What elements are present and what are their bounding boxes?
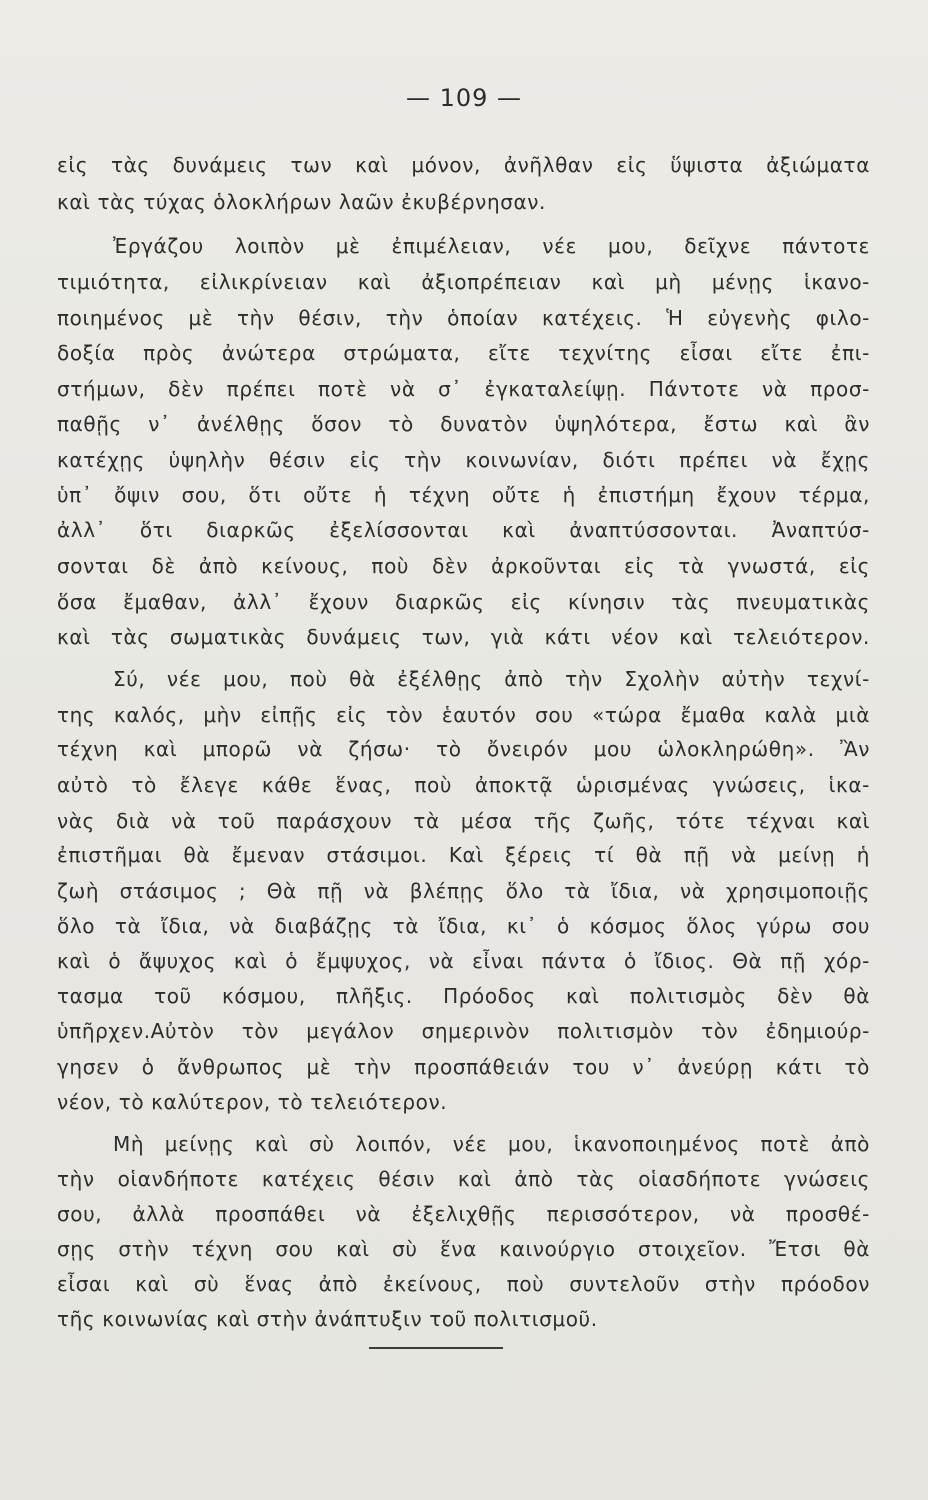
text-line: νέον, τὸ καλύτερον, τὸ τελειότερον. — [57, 1090, 448, 1114]
text-line: ὑπῆρχεν.Αὐτὸν τὸν μεγάλον σημερινὸν πολιτισμὸν τὸν ἐδημιούρ- — [57, 1019, 870, 1043]
text-line: αὐτὸ τὸ ἔλεγε κάθε ἕνας, ποὺ ἀποκτᾷ ὡρισμένας γνώσεις, ἱκα- — [57, 773, 870, 797]
text-line: τιμιότητα, εἰλικρίνειαν καὶ ἀξιοπρέπειαν καὶ μὴ μένῃς ἱκανο- — [57, 270, 870, 294]
text-line: Ἐργάζου λοιπὸν μὲ ἐπιμέλειαν, νέε μου, δεῖχνε πάντοτε — [113, 234, 870, 258]
text-line: στήμων, δὲν πρέπει ποτὲ νὰ σ᾽ ἐγκαταλείψῃ. Πάντοτε νὰ προσ- — [57, 377, 870, 401]
text-line: ὑπ᾽ ὄψιν σου, ὅτι οὔτε ἡ τέχνη οὔτε ἡ ἐπιστήμη ἔχουν τέρμα, — [57, 483, 870, 507]
text-line: ὅλο τὰ ἴδια, νὰ διαβάζῃς τὰ ἴδια, κι᾽ ὁ κόσμος ὅλος γύρω σου — [57, 914, 870, 938]
text-line: τέχνη καὶ μπορῶ νὰ ζήσω· τὸ ὄνειρόν μου ὡλοκληρώθη». Ἂν — [57, 737, 870, 761]
text-line: ποιημένος μὲ τὴν θέσιν, τὴν ὁποίαν κατέχεις. Ἡ εὐγενὴς φιλο- — [57, 306, 870, 330]
text-line: ζωὴ στάσιμος ; Θὰ πῇ νὰ βλέπῃς ὅλο τὰ ἴδια, νὰ χρησιμοποιῇς — [57, 879, 870, 903]
text-line: καὶ τὰς σωματικὰς δυνάμεις των, γιὰ κάτι νέον καὶ τελειότερον. — [57, 625, 870, 649]
text-line: γησεν ὁ ἄνθρωπος μὲ τὴν προσπάθειάν του ν᾽ ἀνεύρῃ κάτι τὸ — [57, 1055, 870, 1079]
text-line: καὶ τὰς τύχας ὁλοκλήρων λαῶν ἐκυβέρνησαν. — [57, 190, 547, 214]
text-line: νὰς διὰ νὰ τοῦ παράσχουν τὰ μέσα τῆς ζωῆς, τότε τέχναι καὶ — [57, 809, 870, 833]
text-line: δοξία πρὸς ἀνώτερα στρώματα, εἴτε τεχνίτης εἶσαι εἴτε ἐπι- — [57, 341, 870, 365]
text-line: κατέχῃς ὑψηλὴν θέσιν εἰς τὴν κοινωνίαν, διότι πρέπει νὰ ἔχῃς — [57, 448, 870, 472]
text-line: Σύ, νέε μου, ποὺ θὰ ἐξέλθῃς ἀπὸ τὴν Σχολὴν αὐτὴν τεχνί- — [113, 667, 870, 691]
text-line: εἶσαι καὶ σὺ ἕνας ἀπὸ ἐκείνους, ποὺ συντελοῦν στὴν πρόοδον — [57, 1272, 870, 1296]
text-line: της καλός, μὴν εἰπῇς εἰς τὸν ἑαυτόν σου «τώρα ἔμαθα καλὰ μιὰ — [57, 703, 870, 727]
text-line: παθῇς ν᾽ ἀνέλθῃς ὅσον τὸ δυνατὸν ὑψηλότερα, ἔστω καὶ ἂν — [57, 412, 870, 436]
section-divider — [369, 1347, 503, 1349]
text-line: σῃς στὴν τέχνη σου καὶ σὺ ἕνα καινούργιο στοιχεῖον. Ἔτσι θὰ — [57, 1237, 870, 1261]
text-line: καὶ ὁ ἄψυχος καὶ ὁ ἔμψυχος, νὰ εἶναι πάντα ὁ ἴδιος. Θὰ πῇ χόρ- — [57, 949, 870, 973]
text-line: σου, ἀλλὰ προσπάθει νὰ ἐξελιχθῇς περισσότερον, νὰ προσθέ- — [57, 1202, 870, 1226]
text-line: Μὴ μείνῃς καὶ σὺ λοιπόν, νέε μου, ἱκανοποιημένος ποτὲ ἀπὸ — [113, 1132, 870, 1156]
text-line: ἀλλ᾽ ὅτι διαρκῶς ἐξελίσσονται καὶ ἀναπτύσσονται. Ἀναπτύσ- — [57, 518, 870, 542]
text-line: εἰς τὰς δυνάμεις των καὶ μόνον, ἀνῆλθαν εἰς ὕψιστα ἀξιώματα — [57, 153, 870, 177]
text-line: τῆς κοινωνίας καὶ στὴν ἀνάπτυξιν τοῦ πολιτισμοῦ. — [57, 1307, 598, 1331]
page-number: — 109 — — [405, 84, 523, 112]
text-line: ἐπιστῆμαι θὰ ἔμεναν στάσιμοι. Καὶ ξέρεις τί θὰ πῇ νὰ μείνῃ ἡ — [57, 843, 870, 867]
text-line: τὴν οἱανδήποτε κατέχεις θέσιν καὶ ἀπὸ τὰς οἱασδήποτε γνώσεις — [57, 1167, 870, 1191]
text-line: σονται δὲ ἀπὸ κείνους, ποὺ δὲν ἀρκοῦνται εἰς τὰ γνωστά, εἰς — [57, 554, 870, 578]
text-line: ὅσα ἔμαθαν, ἀλλ᾽ ἔχουν διαρκῶς εἰς κίνησιν τὰς πνευματικὰς — [57, 590, 870, 614]
text-line: τασμα τοῦ κόσμου, πλῆξις. Πρόοδος καὶ πολιτισμὸς δὲν θὰ — [57, 984, 870, 1008]
